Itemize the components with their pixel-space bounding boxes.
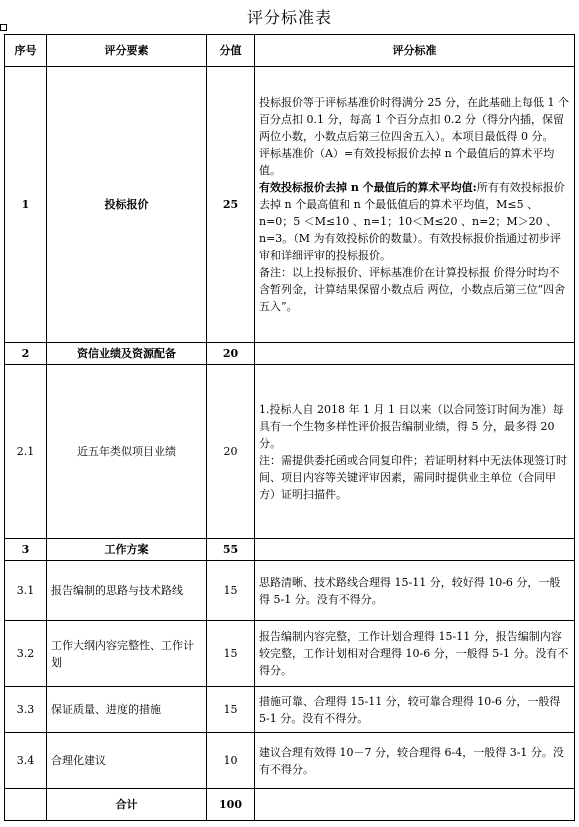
row-criteria: 思路清晰、技术路线合理得 15-11 分，较好得 10-6 分，一般得 5-1 分。没有不得分。 [255, 561, 575, 621]
row-no: 3 [5, 539, 47, 561]
row-criteria [255, 365, 575, 539]
table-row [5, 687, 575, 733]
row-factor: 保证质量、进度的措施 [47, 687, 207, 733]
row-no: 3.1 [5, 561, 47, 621]
row-factor: 近五年类似项目业绩 [47, 365, 207, 539]
row-no: 3.3 [5, 687, 47, 733]
row-score: 20 [207, 365, 255, 539]
criteria-paragraph: 评标基准价（A）=有效投标报价去掉 n 个最值后的算术平均值。 [259, 147, 555, 177]
row-no: 2 [5, 343, 47, 365]
criteria-paragraph: 注：需提供委托函或合同复印件；若证明材料中无法体现签订时间、项目内容等关键评审因素，需同时提供业主单位（合同甲方）证明扫描件。 [259, 453, 567, 501]
row-factor: 工作大纲内容完整性、工作计划 [47, 621, 207, 687]
table-row [5, 621, 575, 687]
table-row [5, 539, 575, 561]
table-row [5, 67, 575, 343]
table-total-row [5, 789, 575, 821]
criteria-paragraph: 有效投标报价去掉 n 个最值后的算术平均值:所有有效投标报价去掉 n 个最高值和 n 个最低值后的算术平均值，M≤5 、n=0；5 ＜M≤10 、n=1；10＜M≤20 、n=2；M＞20 、n=3。（M 为有效投标价的数量）。有效投标报价指通过初步评审和详细评审的投标报价。 [259, 181, 565, 262]
header-score: 分值 [207, 35, 255, 67]
row-criteria: 建议合理有效得 10－7 分，较合理得 6-4，一般得 3-1 分。没有不得分。 [255, 733, 575, 789]
row-score: 15 [207, 621, 255, 687]
row-factor: 工作方案 [47, 539, 207, 561]
row-score: 25 [207, 67, 255, 343]
criteria-paragraph: 1.投标人自 2018 年 1 月 1 日以来（以合同签订时间为准）每具有一个生物多样性评价报告编制业绩，得 5 分，最多得 20 分。 [259, 402, 564, 450]
row-factor: 报告编制的思路与技术路线 [47, 561, 207, 621]
row-criteria [255, 67, 575, 343]
row-score: 100 [207, 789, 255, 821]
row-criteria [255, 343, 575, 365]
row-score: 10 [207, 733, 255, 789]
row-factor: 投标报价 [47, 67, 207, 343]
criteria-paragraph: 备注：以上投标报价、评标基准价在计算投标报 价得分时均不含暂列金，计算结果保留小数点后 两位，小数点后第三位“四舍五入”。 [259, 266, 566, 313]
header-factor: 评分要素 [47, 35, 207, 67]
header-criteria: 评分标准 [255, 35, 575, 67]
row-no: 1 [5, 67, 47, 343]
row-no [5, 789, 47, 821]
row-factor: 资信业绩及资源配备 [47, 343, 207, 365]
row-no: 3.2 [5, 621, 47, 687]
table-move-handle [0, 24, 7, 31]
row-score: 15 [207, 687, 255, 733]
row-factor: 合理化建议 [47, 733, 207, 789]
header-no: 序号 [5, 35, 47, 67]
page-title: 评分标准表 [246, 8, 332, 27]
row-no: 2.1 [5, 365, 47, 539]
row-score: 55 [207, 539, 255, 561]
scoring-table [4, 34, 575, 821]
table-row [5, 561, 575, 621]
criteria-paragraph: 投标报价等于评标基准价时得满分 25 分，在此基础上每低 1 个百分点扣 0.1 分，每高 1 个百分点扣 0.2 分（得分内插，保留两位小数，小数点后第三位四舍五入）。本项目最低得 0 分。 [259, 96, 569, 143]
table-row [5, 733, 575, 789]
row-criteria: 报告编制内容完整，工作计划合理得 15-11 分，报告编制内容较完整，工作计划相对合理得 10-6 分，一般得 5-1 分。没有不得分。 [255, 621, 575, 687]
table-row [5, 365, 575, 539]
row-factor: 合计 [47, 789, 207, 821]
table-header-row [5, 35, 575, 67]
row-criteria [255, 789, 575, 821]
row-score: 15 [207, 561, 255, 621]
row-criteria [255, 539, 575, 561]
table-row [5, 343, 575, 365]
row-criteria: 措施可靠、合理得 15-11 分，较可靠合理得 10-6 分，一般得 5-1 分。没有不得分。 [255, 687, 575, 733]
row-score: 20 [207, 343, 255, 365]
row-no: 3.4 [5, 733, 47, 789]
